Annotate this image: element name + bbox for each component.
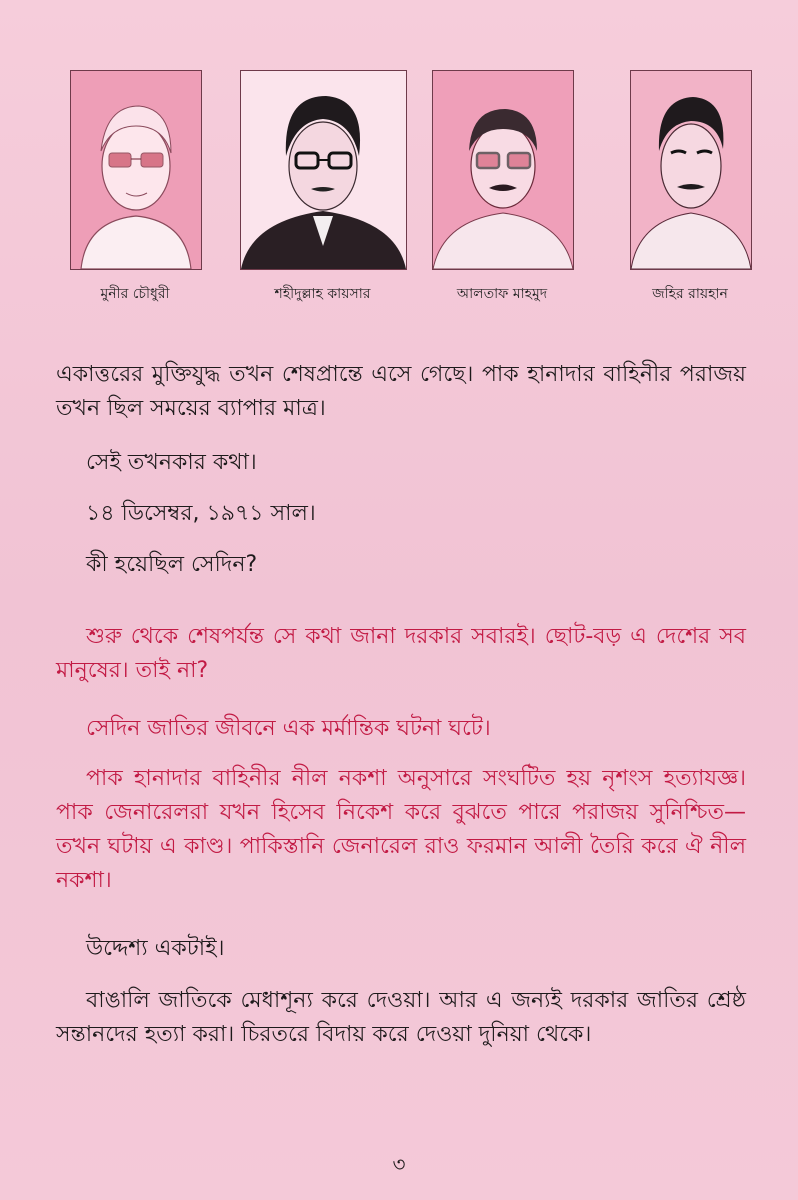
paragraph-war-ending: একাত্তরের মুক্তিযুদ্ধ তখন শেষপ্রান্তে এসে গেছে। পাক হানাদার বাহিনীর পরাজয় তখন ছিল সময়ের ব্যাপার মাত্র।: [56, 362, 746, 421]
portrait-caption: শহীদুল্লাহ কায়সার: [274, 286, 371, 302]
paragraph-intellectual-void: বাঙালি জাতিকে মেধাশূন্য করে দেওয়া। আর এ জন্যই দরকার জাতির শ্রেষ্ঠ সন্তানদের হত্যা করা। চিরতরে বিদায় করে দেওয়া দুনিয়া থেকে।: [56, 988, 746, 1047]
portrait-caption: আলতাফ মাহমুদ: [456, 286, 548, 302]
paragraph-question: কী হয়েছিল সেদিন?: [86, 552, 258, 577]
portrait-altaf-mahmud: [432, 70, 574, 270]
portrait-caption: মুনীর চৌধুরী: [100, 286, 170, 302]
paragraph-date: ১৪ ডিসেম্বর, ১৯৭১ সাল।: [86, 501, 316, 526]
page-number: ৩: [392, 1152, 406, 1176]
portrait-illustration-icon: [433, 71, 573, 269]
paragraph-blueprint: পাক হানাদার বাহিনীর নীল নকশা অনুসারে সংঘটিত হয় নৃশংস হত্যাযজ্ঞ। পাক জেনারেলরা যখন হিসেব নিকেশ করে বুঝতে পারে পরাজয় সুনিশ্চিত—তখন ঘটায় এ কাণ্ড। পাকিস্তানি জেনারেল রাও ফরমান আলী তৈরি করে ঐ নীল নকশা।: [56, 766, 746, 893]
portrait-munir-chowdhury: [70, 70, 202, 270]
paragraph-everyone-should-know: শুরু থেকে শেষপর্যন্ত সে কথা জানা দরকার সবারই। ছোট-বড় এ দেশের সব মানুষের। তাই না?: [56, 624, 746, 683]
paragraph-tragic-event: সেদিন জাতির জীবনে এক মর্মান্তিক ঘটনা ঘটে।: [86, 716, 491, 741]
paragraph-that-time: সেই তখনকার কথা।: [86, 450, 257, 475]
portrait-caption: জহির রায়হান: [652, 286, 728, 302]
paragraph-one-purpose: উদ্দেশ্য একটাই।: [86, 936, 225, 961]
portrait-illustration-icon: [241, 71, 406, 269]
portrait-illustration-icon: [631, 71, 751, 269]
portrait-illustration-icon: [71, 71, 201, 269]
portrait-shahidullah-kaiser: [240, 70, 407, 270]
portrait-zahir-raihan: [630, 70, 752, 270]
